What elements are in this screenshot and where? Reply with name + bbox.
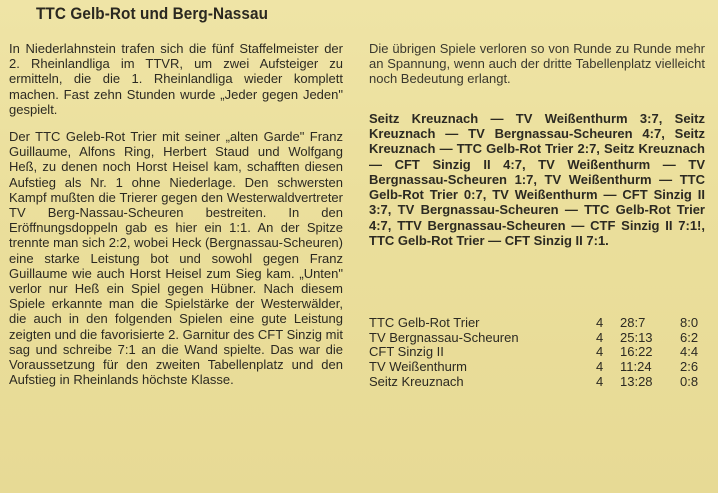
left-column <box>9 41 343 387</box>
sets-ratio: 25:13 <box>620 329 653 345</box>
table-row <box>369 375 710 390</box>
team-name: CFT Sinzig II <box>369 344 444 360</box>
games-played: 4 <box>596 344 604 360</box>
points: 4:4 <box>680 344 699 360</box>
sets-ratio: 28:7 <box>620 315 646 330</box>
games-played: 4 <box>596 373 604 389</box>
table-row <box>369 316 710 331</box>
sets-ratio: 11:24 <box>620 359 652 375</box>
games-played: 4 <box>596 329 604 345</box>
games-played: 4 <box>596 359 604 375</box>
summary-paragraph: Die übrigen Spiele verloren so von Runde zu Runde mehr an Spannung, wenn auch der dritte Tabellenplatz vielleicht noch Bedeutung erlangt. <box>369 41 705 87</box>
report-paragraph: Der TTC Geleb-Rot Trier mit seiner „alten Garde" Franz Guillaume, Alfons Ring, Herbert Staud und Wolfgang Heß, zu denen noch Horst Heisel kam, schafften diesen Aufstieg als Nr. 1 ohne Niederlage. Den schwersten Kampf mußten die Trierer gegen den Westerwaldvertreter TV Berg-Nassau-Scheuren bestreiten. In den Eröffnungsdoppeln gab es hier ein 1:1. An der Spitze trennte man sich 2:2, wobei Heck (Bergnassau-Scheuren) eine starke Leistung bot und sowohl gegen Franz Guillaume wie auch Horst Heisel zum Sieg kam. „Unten" verlor nur Heß ein Spiel gegen Hübner. Nach diesem Spiele erkannte man die Spielstärke der Westerwälder, die auch in den folgenden Spielen eine gute Leistung zeigten und die favorisierte 2. Garnitur des CFT Sinzig mit sag und schreibe 7:1 an die Wand spielte. Das war die Voraussetzung für den zweiten Tabellenplatz und den Aufstieg in Rheinlands höchste Klasse. <box>9 129 343 388</box>
table-row <box>369 345 710 360</box>
intro-paragraph: In Niederlahnstein trafen sich die fünf Staffelmeister der 2. Rheinlandliga im TTVR, um zwei Aufsteiger zu ermitteln, die die 1. Rheinlandliga wieder komplett machen. Fast zehn Stunden wurde „Jeder gegen Jeden" gespielt. <box>9 41 343 117</box>
match-results: Seitz Kreuznach — TV Weißenthurm 3:7, Seitz Kreuznach — TV Bergnassau-Scheuren 4:7, Seitz Kreuznach — TTC Gelb-Rot Trier 2:7, Seitz Kreuznach — CFT Sinzig II 4:7, TV Weißenthurm — TV Bergnassau-Scheuren 1:7, TV Weißenthurm — TTC Gelb-Rot Trier 0:7, TV Weißenthurm — CFT Sinzig II 3:7, TV Bergnassau-Scheuren — TTC Gelb-Rot Trier 4:7, TTV Bergnassau-Scheuren — CTF Sinzig II 7:1!, TTC Gelb-Rot Trier — CFT Sinzig II 7:1. <box>369 110 705 248</box>
sets-ratio: 13:28 <box>620 373 653 389</box>
table-row <box>369 331 710 346</box>
team-name: TV Weißenthurm <box>369 359 468 375</box>
team-name: Seitz Kreuznach <box>369 373 464 389</box>
article-headline: TTC Gelb-Rot und Berg-Nassau <box>36 4 269 23</box>
right-column <box>369 41 705 248</box>
sets-ratio: 16:22 <box>620 344 653 360</box>
points: 2:6 <box>680 359 699 375</box>
team-name: TTC Gelb-Rot Trier <box>369 315 480 330</box>
points: 0:8 <box>680 373 699 389</box>
games-played: 4 <box>596 315 604 330</box>
points: 6:2 <box>680 329 699 345</box>
team-name: TV Bergnassau-Scheuren <box>369 329 519 345</box>
points: 8:0 <box>680 315 699 330</box>
standings-table <box>369 316 710 390</box>
table-row <box>369 360 710 375</box>
